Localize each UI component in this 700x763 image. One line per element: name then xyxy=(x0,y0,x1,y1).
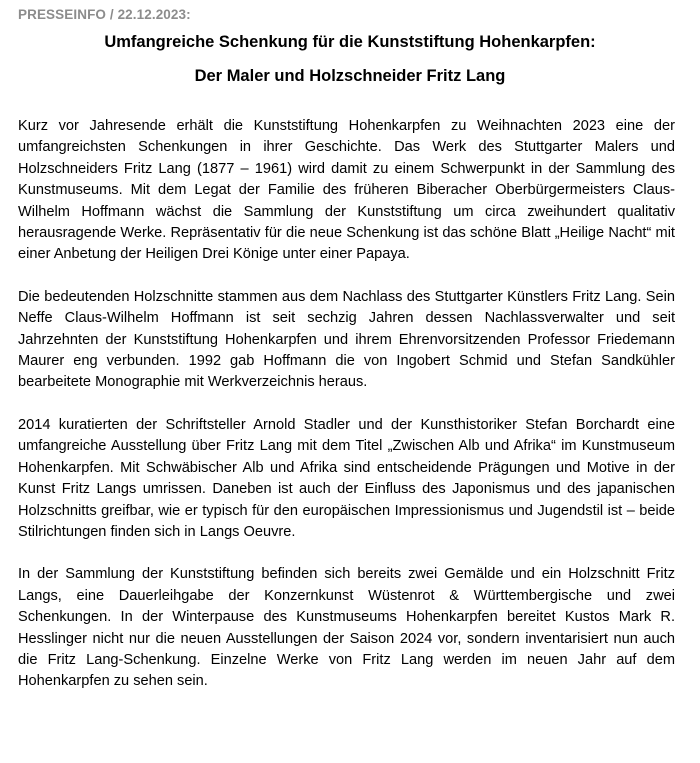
press-release-body xyxy=(18,116,675,714)
body-paragraph-3: 2014 kuratierten der Schriftsteller Arnold Stadler und der Kunsthistoriker Stefan Borchardt eine umfangreiche Ausstellung über Fritz Lang mit dem Titel „Zwischen Alb und Afrika“ im Kunstmuseum Hohenkarpfen. Mit Schwäbischer Alb und Afrika sind entscheidende Prägungen und Motive in der Kunst Fritz Langs umrissen. Daneben ist auch der Einfluss des Japonismus und des japanischen Holzschnitts greifbar, wie er typisch für den europäischen Impressionismus und Jugendstil ist – beide Stilrichtungen finden sich in Langs Oeuvre. xyxy=(18,416,675,540)
body-paragraph-4: In der Sammlung der Kunststiftung befinden sich bereits zwei Gemälde und ein Holzschnitt Fritz Langs, eine Dauerleihgabe der Konzernkunst Wüstenrot & Württembergische und zwei Schenkungen. In der Winterpause des Kunstmuseums Hohenkarpfen bereitet Kustos Mark R. Hesslinger nicht nur die neuen Ausstellungen der Saison 2024 vor, sondern inventarisiert nun auch die Fritz Lang-Schenkung. Einzelne Werke von Fritz Lang werden im neuen Jahr auf dem Hohenkarpfen zu sehen sein. xyxy=(18,566,675,690)
press-info-date: PRESSEINFO / 22.12.2023: xyxy=(18,7,191,22)
press-release-subtitle: Der Maler und Holzschneider Fritz Lang xyxy=(194,67,506,85)
body-paragraph-1: Kurz vor Jahresende erhält die Kunststiftung Hohenkarpfen zu Weihnachten 2023 eine der umfangreichsten Schenkungen in ihrer Geschichte. Das Werk des Stuttgarter Malers und Holzschneiders Fritz Lang (1877 – 1961) wird damit zu einem Schwerpunkt in der Sammlung des Kunstmuseums. Mit dem Legat der Familie des früheren Biberacher Oberbürgermeisters Claus-Wilhelm Hoffmann wächst die Sammlung der Kunststiftung um circa zweihundert qualitativ herausragende Werke. Repräsentativ für die neue Schenkung ist das schöne Blatt „Heilige Nacht“ mit einer Anbetung der Heiligen Drei Könige unter einer Papaya. xyxy=(18,118,675,263)
body-paragraph-2: Die bedeutenden Holzschnitte stammen aus dem Nachlass des Stuttgarter Künstlers Fritz Lang. Sein Neffe Claus-Wilhelm Hoffmann ist seit sechzig Jahren dessen Nachlassverwalter und seit Jahrzehnten der Kunststiftung Hohenkarpfen und ihrem Ehrenvorsitzenden Professor Friedemann Maurer eng verbunden. 1992 gab Hoffmann die von Ingobert Schmid und Stefan Sandkühler bearbeitete Monographie mit Werkverzeichnis heraus. xyxy=(18,288,675,391)
press-release-title: Umfangreiche Schenkung für die Kunststiftung Hohenkarpfen: xyxy=(104,33,596,51)
